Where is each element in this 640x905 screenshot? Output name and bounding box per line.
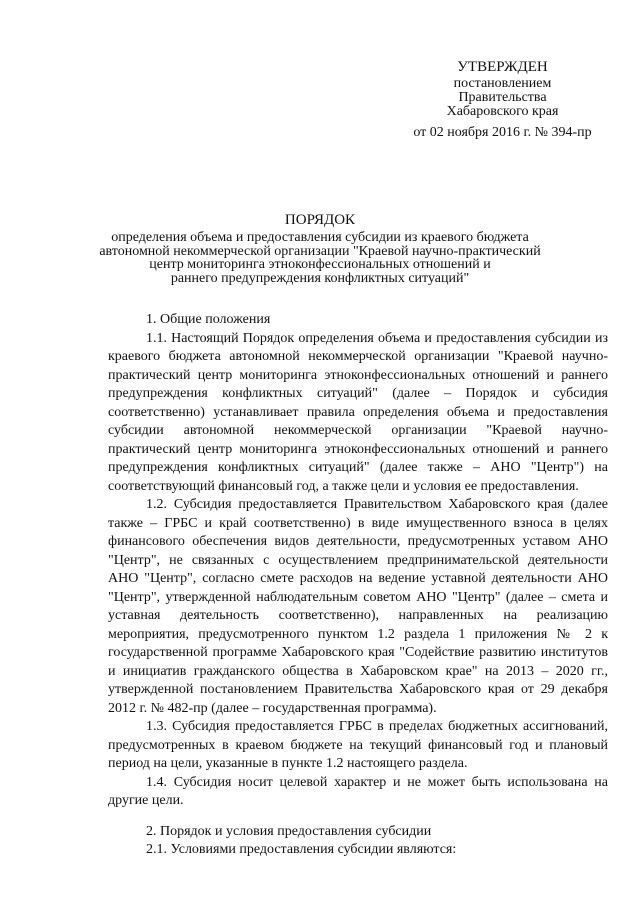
paragraph: 1.1. Настоящий Порядок определения объема и предоставления субсидии из краевого бюджета автономной некоммерческой организации "Краевой научно-практический центр мониторинга этноконфессиональных отношений и раннего предупреждения конфликтных ситуаций" (далее – Порядок и субсидия соответственно) устанавливает правила определения объема и предоставления субсидии автономной некоммерческой организации "Краевой научно-практический центр мониторинга этноконфессиональных отношений и раннего предупреждения конфликтных ситуаций" (далее также – АНО "Центр") на соответствующий финансовый год, а также цели и условия ее предоставления. xyxy=(108,330,608,494)
approval-line: Правительства xyxy=(458,90,547,105)
paragraph: 1.3. Субсидия предоставляется ГРБС в пределах бюджетных ассигнований, предусмотренных в краевом бюджете на текущий финансовый год и плановый период на цели, указанные в пункте 1.2 настоящего раздела. xyxy=(108,719,608,771)
subtitle-line: автономной некоммерческой организации "Краевой научно-практический xyxy=(99,243,541,259)
paragraph: 2.1. Условиями предоставления субсидии являются: xyxy=(146,842,457,857)
document-title: ПОРЯДОК xyxy=(284,212,356,228)
approval-stamp xyxy=(395,57,610,141)
paragraph: 1.2. Субсидия предоставляется Правительством Хабаровского края (далее также – ГРБС и край соответственно) в виде имущественного взноса в целях финансового обеспечения видов деятельности, предусмотренных уставом АНО "Центр", не связанных с осуществлением предпринимательской деятельности АНО "Центр", согласно смете расходов на ведение уставной деятельности АНО "Центр", утвержденной наблюдательным советом АНО "Центр" (далее – смета и уставная деятельность соответственно), направленных на реализацию мероприятия, предусмотренного пунктом 1.2 раздела 1 приложения № 2 к государственной программе Хабаровского края "Содействие развитию институтов и инициатив гражданского общества в Хабаровском крае" на 2013 – 2020 гг., утвержденной постановлением Правительства Хабаровского края от 29 декабря 2012 г. № 482-пр (далее – государственная программа). xyxy=(108,497,608,716)
subtitle-line: центр мониторинга этноконфессиональных отношений и xyxy=(149,257,491,272)
section-heading: 2. Порядок и условия предоставления субсидии xyxy=(146,823,432,839)
subtitle-line: определения объема и предоставления субсидии из краевого бюджета xyxy=(111,230,529,245)
approval-date: от 02 ноября 2016 г. № 394-пр xyxy=(413,125,592,140)
document-body xyxy=(108,311,608,860)
paragraph: 1.4. Субсидия носит целевой характер и не может быть использована на другие цели. xyxy=(108,774,608,808)
document-subtitle xyxy=(60,231,580,285)
approval-line: постановлением xyxy=(453,76,552,91)
subtitle-line: раннего предупреждения конфликтных ситуаций" xyxy=(170,270,470,286)
section-heading: 1. Общие положения xyxy=(146,312,271,327)
approval-heading: УТВЕРЖДЕН xyxy=(457,59,548,75)
approval-line: Хабаровского края xyxy=(446,104,559,119)
